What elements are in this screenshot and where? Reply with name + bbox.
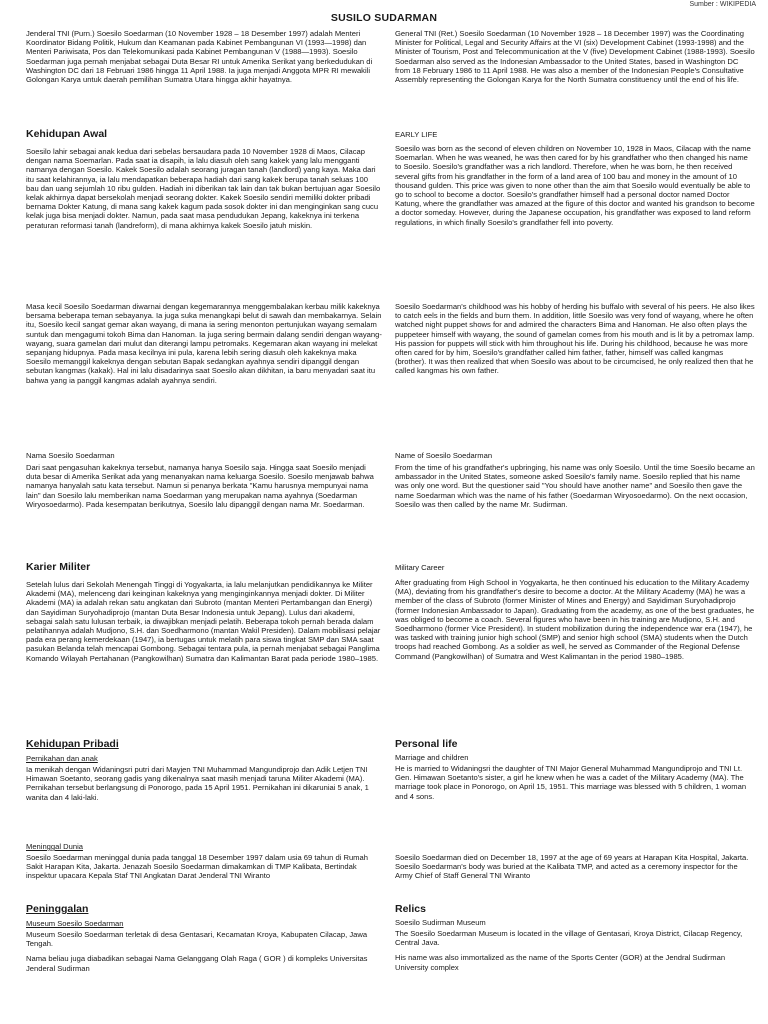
- relics-paragraph-1-en: The Soesilo Soedarman Museum is located in the village of Gentasari, Kroya District, Cilacap Regency, Central Java.: [395, 929, 743, 948]
- name-paragraph-en: From the time of his grandfather's upbringing, his name was only Soesilo. Until the time Soesilo became an ambassador in the United States, someone asked Soesilo's family name. Soesilo replied that his name was only one word. But the questioner said "You should have another name" and Soesilo then gave the name Soedarman which was the name of his father (Soedarman Wiryosoedarmo). On the next occasion, Soesilo was then called by the name Mr. Sudirman.: [395, 463, 755, 509]
- relics-paragraph-2-en: His name was also immortalized as the name of the Sports Center (GOR) at the Jendral Sudirman University complex: [395, 953, 726, 972]
- early-life-paragraph-id: Soesilo lahir sebagai anak kedua dari sebelas bersaudara pada 10 November 1928 di Maos, Cilacap dengan nama Soemarlan. Pada saat ia disapih, ia lalu diasuh oleh sang kakek yang lalu mengganti namanya dengan Soesilo. Kakek Soesilo adalah seorang juragan tanah (landlord) yang kaya. Maka dari itu saat kelahirannya, ia lalu mendapatkan beberapa hadiah dari sang kakek berupa tanah seluas 100 bau dan uang sejumlah 10 ribu gulden. Hadiah ini diberikan tak lain dan tak bukan bertujuan agar Soesilo kelak akhirnya dapat bersekolah menjadi seorang dokter. Kakek Soesilo sendiri memiliki dokter pribadi bernama Dokter Katung, di mana sang kakek kagum pada sosok dokter ini dan menginginkan sang cucu kelak juga bisa menjadi dokter. Namun, pada saat masa pendudukan Jepang, kakeknya ini terkena peraturan reformasi tanah (landreform), di mana akhirnya kakek Soesilo jatuh miskin.: [26, 147, 381, 230]
- military-heading-id: Karier Militer: [26, 561, 91, 573]
- military-section-id: [26, 561, 382, 669]
- military-heading-en: Military Career: [395, 563, 445, 572]
- name-section-en: [395, 451, 755, 515]
- early-life-section-id: [26, 128, 382, 236]
- document-title: SUSILO SUDARMAN: [330, 12, 438, 24]
- personal-subheading-en: Marriage and children: [395, 753, 469, 762]
- early-life-heading-id: Kehidupan Awal: [26, 128, 108, 140]
- personal-subheading-id: Pernikahan dan anak: [26, 754, 98, 763]
- name-section-id: [26, 451, 382, 515]
- early-life-paragraph-en: Soesilo was born as the second of eleven children on November 10, 1928 in Maos, Cilacap with the name Soemarlan. When he was weaned, he was then cared for by his grandfather who then changed his name to Soesilo. Soesilo's grandfather was a rich landlord. Therefore, when he was born, he then received several gifts from his grandfather in the form of a land area of 100 bau and money in the amount of 10 thousand gulden. This price was given to none other than the aim that Soesilo would eventually be able to go to school to become a doctor. Soesilo's grandfather himself had a personal doctor named Doctor Katung, where the grandfather was amazed at the figure of this doctor and wanted his grandson to become a doctor someday. However, during the Japanese occupation, his grandfather was exposed to land reform regulations, in which finally Soesilo's grandfather fell into poverty.: [395, 144, 755, 227]
- intro-section-id: [26, 29, 382, 90]
- childhood-paragraph-en: Soesilo Soedarman's childhood was his hobby of herding his buffalo with several of his peers. He also likes to catch eels in the fields and burn them. In addition, little Soesilo was very fond of wayang, where he often watched night puppet shows for and admired the characters Bima and Hanoman. He also often plays the puppeteer himself with wayang, the sound of gamelan comes from his mouth and is lit by a petromax lamp. His passion for puppets will stick with him throughout his life. During his childhood, because he was more often cared for by him, Soesilo's grandfather called him father, father, himself was called kangmas (brother). It was then realized that when Soesilo was about to be circumcised, he only realized then that he called kangmas his own father.: [395, 302, 755, 376]
- childhood-section-id: [26, 302, 382, 391]
- name-heading-id: Nama Soesilo Soedarman: [26, 451, 115, 460]
- military-section-en: [395, 563, 755, 667]
- intro-paragraph-en: General TNI (Ret.) Soesilo Soedarman (10 November 1928 – 18 December 1997) was the Coordinating Minister for Political, Legal and Security Affairs at the VI (six) Development Cabinet (1993-1998) and the Minister of Tourism, Post and Telecommunication at the V (five) Development Cabinet (1988-1993). Soesilo Soedarman also served as the Indonesian Ambassador to the United States, based in Washington DC from 18 February 1986 to 11 April 1988. He was also a member of the Indonesian People's Consultative Assembly representing the Golongan Karya for the North Sumatra constituency until the end of his life.: [395, 29, 755, 85]
- personal-heading-id: Kehidupan Pribadi: [26, 738, 119, 750]
- childhood-section-en: [395, 302, 755, 382]
- death-section-id: [26, 842, 382, 887]
- death-heading-id: Meninggal Dunia: [26, 842, 83, 851]
- name-paragraph-id: Dari saat pengasuhan kakeknya tersebut, namanya hanya Soesilo saja. Hingga saat Soesilo menjadi duta besar di Amerika Serikat ada yang menanyakan nama keluarga Soesilo. Soesilo menjawab bahwa namanya hanyalah satu kata tersebut. Namun si penanya berkata "Kamu harusnya mempunyai nama lain" dan Soesilo lalu memberikan nama Soedarman yang merupakan nama ayahnya (Soedarman Wiryosoedarmo). Pada kesempatan berikutnya, Soesilo lalu dipanggil dengan nama Mr. Soedarman.: [26, 463, 374, 509]
- early-life-heading-en: EARLY LIFE: [395, 130, 438, 139]
- early-life-section-en: [395, 130, 755, 233]
- death-paragraph-en: Soesilo Soedarman died on December 18, 1997 at the age of 69 years at Harapan Kita Hospital, Jakarta. Soesilo Soedarman's body was buried at the Kalibata TMP, and acted as a ceremony inspector for the Army Chief of Staff General TNI Wiranto: [395, 853, 749, 881]
- intro-paragraph-id: Jenderal TNI (Purn.) Soesilo Soedarman (10 November 1928 – 18 Desember 1997) adalah Menteri Koordinator Bidang Politik, Hukum dan Keamanan pada Kabinet Pembangunan VI (1993—1998) dan Menteri Pariwisata, Pos dan Telekomunikasi pada Kabinet Pembangunan V (1988—1993). Soesilo Soedarman juga pernah menjabat sebagai Duta Besar RI untuk Amerika Serikat yang berkedudukan di Washington DC dari 18 Februari 1986 hingga 11 April 1988. Ia juga menjadi Anggota MPR RI mewakili Golongan Karya untuk daerah pemilihan Sumatra Utara hingga akhir hayatnya.: [26, 29, 373, 85]
- personal-paragraph-id: Ia menikah dengan Widaningsri putri dari Mayjen TNI Muhammad Mangundiprojo dan Adik Letjen TNI Himawan Soetanto, seorang gadis yang dikenalnya saat masih menjadi taruna Militer Akademi (MA). Pernikahan tersebut berlangsung di Ponorogo, pada 15 April 1951. Pernikahan ini dikaruniai 5 anak, 1 wanita dan 4 laki-laki.: [26, 765, 369, 802]
- military-paragraph-en: After graduating from High School in Yogyakarta, he then continued his education to the Military Academy (MA), deviating from his grandfather's desire to become a doctor. At the Military Academy (MA) he was a member of the class of Subroto (former Minister of Mines and Energy) and Sayidiman Suryohadiprojo (former Indonesian Ambassador to Japan). Graduating from the academy, as one of the best graduates, he was obliged to become a coach. Several figures who have been in his training are Mudjono, S.H. and Soedharmono (former Vice President). In student mobilization during the independence war era (1947), he was tasked with training junior high school (SMP) and senior high school (SMA) students when the Dutch troops had reached Gombong. As a soldier as well, he served as Commander of the Regional Defense Command (Pangkowilhan) of Sumatra and West Kalimantan in the period 1980–1985.: [395, 578, 755, 661]
- relics-paragraph-2-id: Nama beliau juga diabadikan sebagai Nama Gelanggang Olah Raga ( GOR ) di kompleks Universitas Jenderal Sudirman: [26, 954, 368, 973]
- personal-paragraph-en: He is married to Widaningsri the daughter of TNI Major General Muhammad Mangundiprojo and TNI Lt. Gen. Himawan Soetanto's sister, a girl he knew when he was a cadet of the Military Academy (MA). The marriage took place in Ponorogo, on April 15, 1951. This marriage was blessed with 5 children, 1 woman and 4 sons.: [395, 764, 747, 801]
- military-paragraph-id: Setelah lulus dari Sekolah Menengah Tinggi di Yogyakarta, ia lalu melanjutkan pendidikannya ke Militer Akademi (MA), melenceng dari keinginan kakeknya yang menginginkannya menjadi dokter. Di Militer Akademi (MA) ia adalah rekan satu angkatan dari Subroto (mantan Menteri Pertambangan dan Energi) dan Sayidiman Suryohadiprojo (mantan Duta Besar Indonesia untuk Jepang). Lulus dari akademi, sebagai salah satu lulusan terbaik, ia diwajibkan menjadi pelatih. Beberapa tokoh pernah berada dalam pelatihannya adalah Mudjono, S.H. dan Soedharmono (mantan Wakil Presiden). Dalam mobilisasi pelajar pada era perang kemerdekaan (1947), ia bertugas untuk melatih para siswa tingkat SMP dan SMA saat pasukan Belanda telah mencapai Gombong. Sebagai tentara pula, ia pernah menjabat sebagai Panglima Komando Wilayah Pertahanan (Pangkowilhan) Sumatra dan Kalimantan Barat pada periode 1980–1985.: [26, 580, 381, 663]
- childhood-paragraph-id: Masa kecil Soesilo Soedarman diwarnai dengan kegemarannya menggembalakan kerbau milik kakeknya bersama beberapa teman sebayanya. Ia juga suka menangkapi belut di sawah dan membakarnya. Selain itu, Soesilo kecil sangat gemar akan wayang, di mana ia sering menonton pertunjukan wayang semalam suntuk dan mengagumi tokoh Bima dan Hanoman. Ia juga sering bermain dalang sendiri dengan wayang-wayang, suara gamelan dari mulut dan diterangi lampu petromaks. Kegemaran akan wayang ini melekat sepanjang hidupnya. Pada masa kecilnya ini pula, karena lebih sering diasuh oleh kakeknya maka Soesilo memanggil kakeknya dengan sebutan Bapak sedangkan ayahnya sendiri dipanggil dengan sebutan kangmas (kakak). Hal ini lalu disadarinya saat Soesilo akan dikhitan, ia baru menyadari saat itu bahwa yang ia panggil kangmas adalah ayahnya sendiri.: [26, 302, 382, 385]
- personal-section-id: [26, 738, 382, 808]
- relics-section-id: [26, 903, 382, 979]
- relics-heading-en: Relics: [395, 903, 426, 915]
- personal-section-en: [395, 738, 755, 807]
- personal-heading-en: Personal life: [395, 738, 458, 750]
- relics-paragraph-1-id: Museum Soesilo Soedarman terletak di desa Gentasari, Kecamatan Kroya, Kabupaten Cilacap, Jawa Tengah.: [26, 930, 368, 949]
- relics-subheading-en: Soesilo Sudirman Museum: [395, 918, 486, 927]
- relics-subheading-id: Museum Soesilo Soedarman: [26, 919, 124, 928]
- death-section-en: [395, 853, 755, 887]
- relics-heading-id: Peninggalan: [26, 903, 89, 915]
- relics-section-en: [395, 903, 755, 978]
- source-label: Sumber : WIKIPEDIA: [689, 1, 756, 8]
- death-paragraph-id: Soesilo Soedarman meninggal dunia pada tanggal 18 Desember 1997 dalam usia 69 tahun di Rumah Sakit Harapan Kita, Jakarta. Jenazah Soesilo Soedarman dimakamkan di TMP Kalibata, Bertindak inspektur upacara Kepala Staf TNI Angkatan Darat Jenderal TNI Wiranto: [26, 853, 368, 881]
- intro-section-en: [395, 29, 755, 90]
- name-heading-en: Name of Soesilo Soedarman: [395, 451, 493, 460]
